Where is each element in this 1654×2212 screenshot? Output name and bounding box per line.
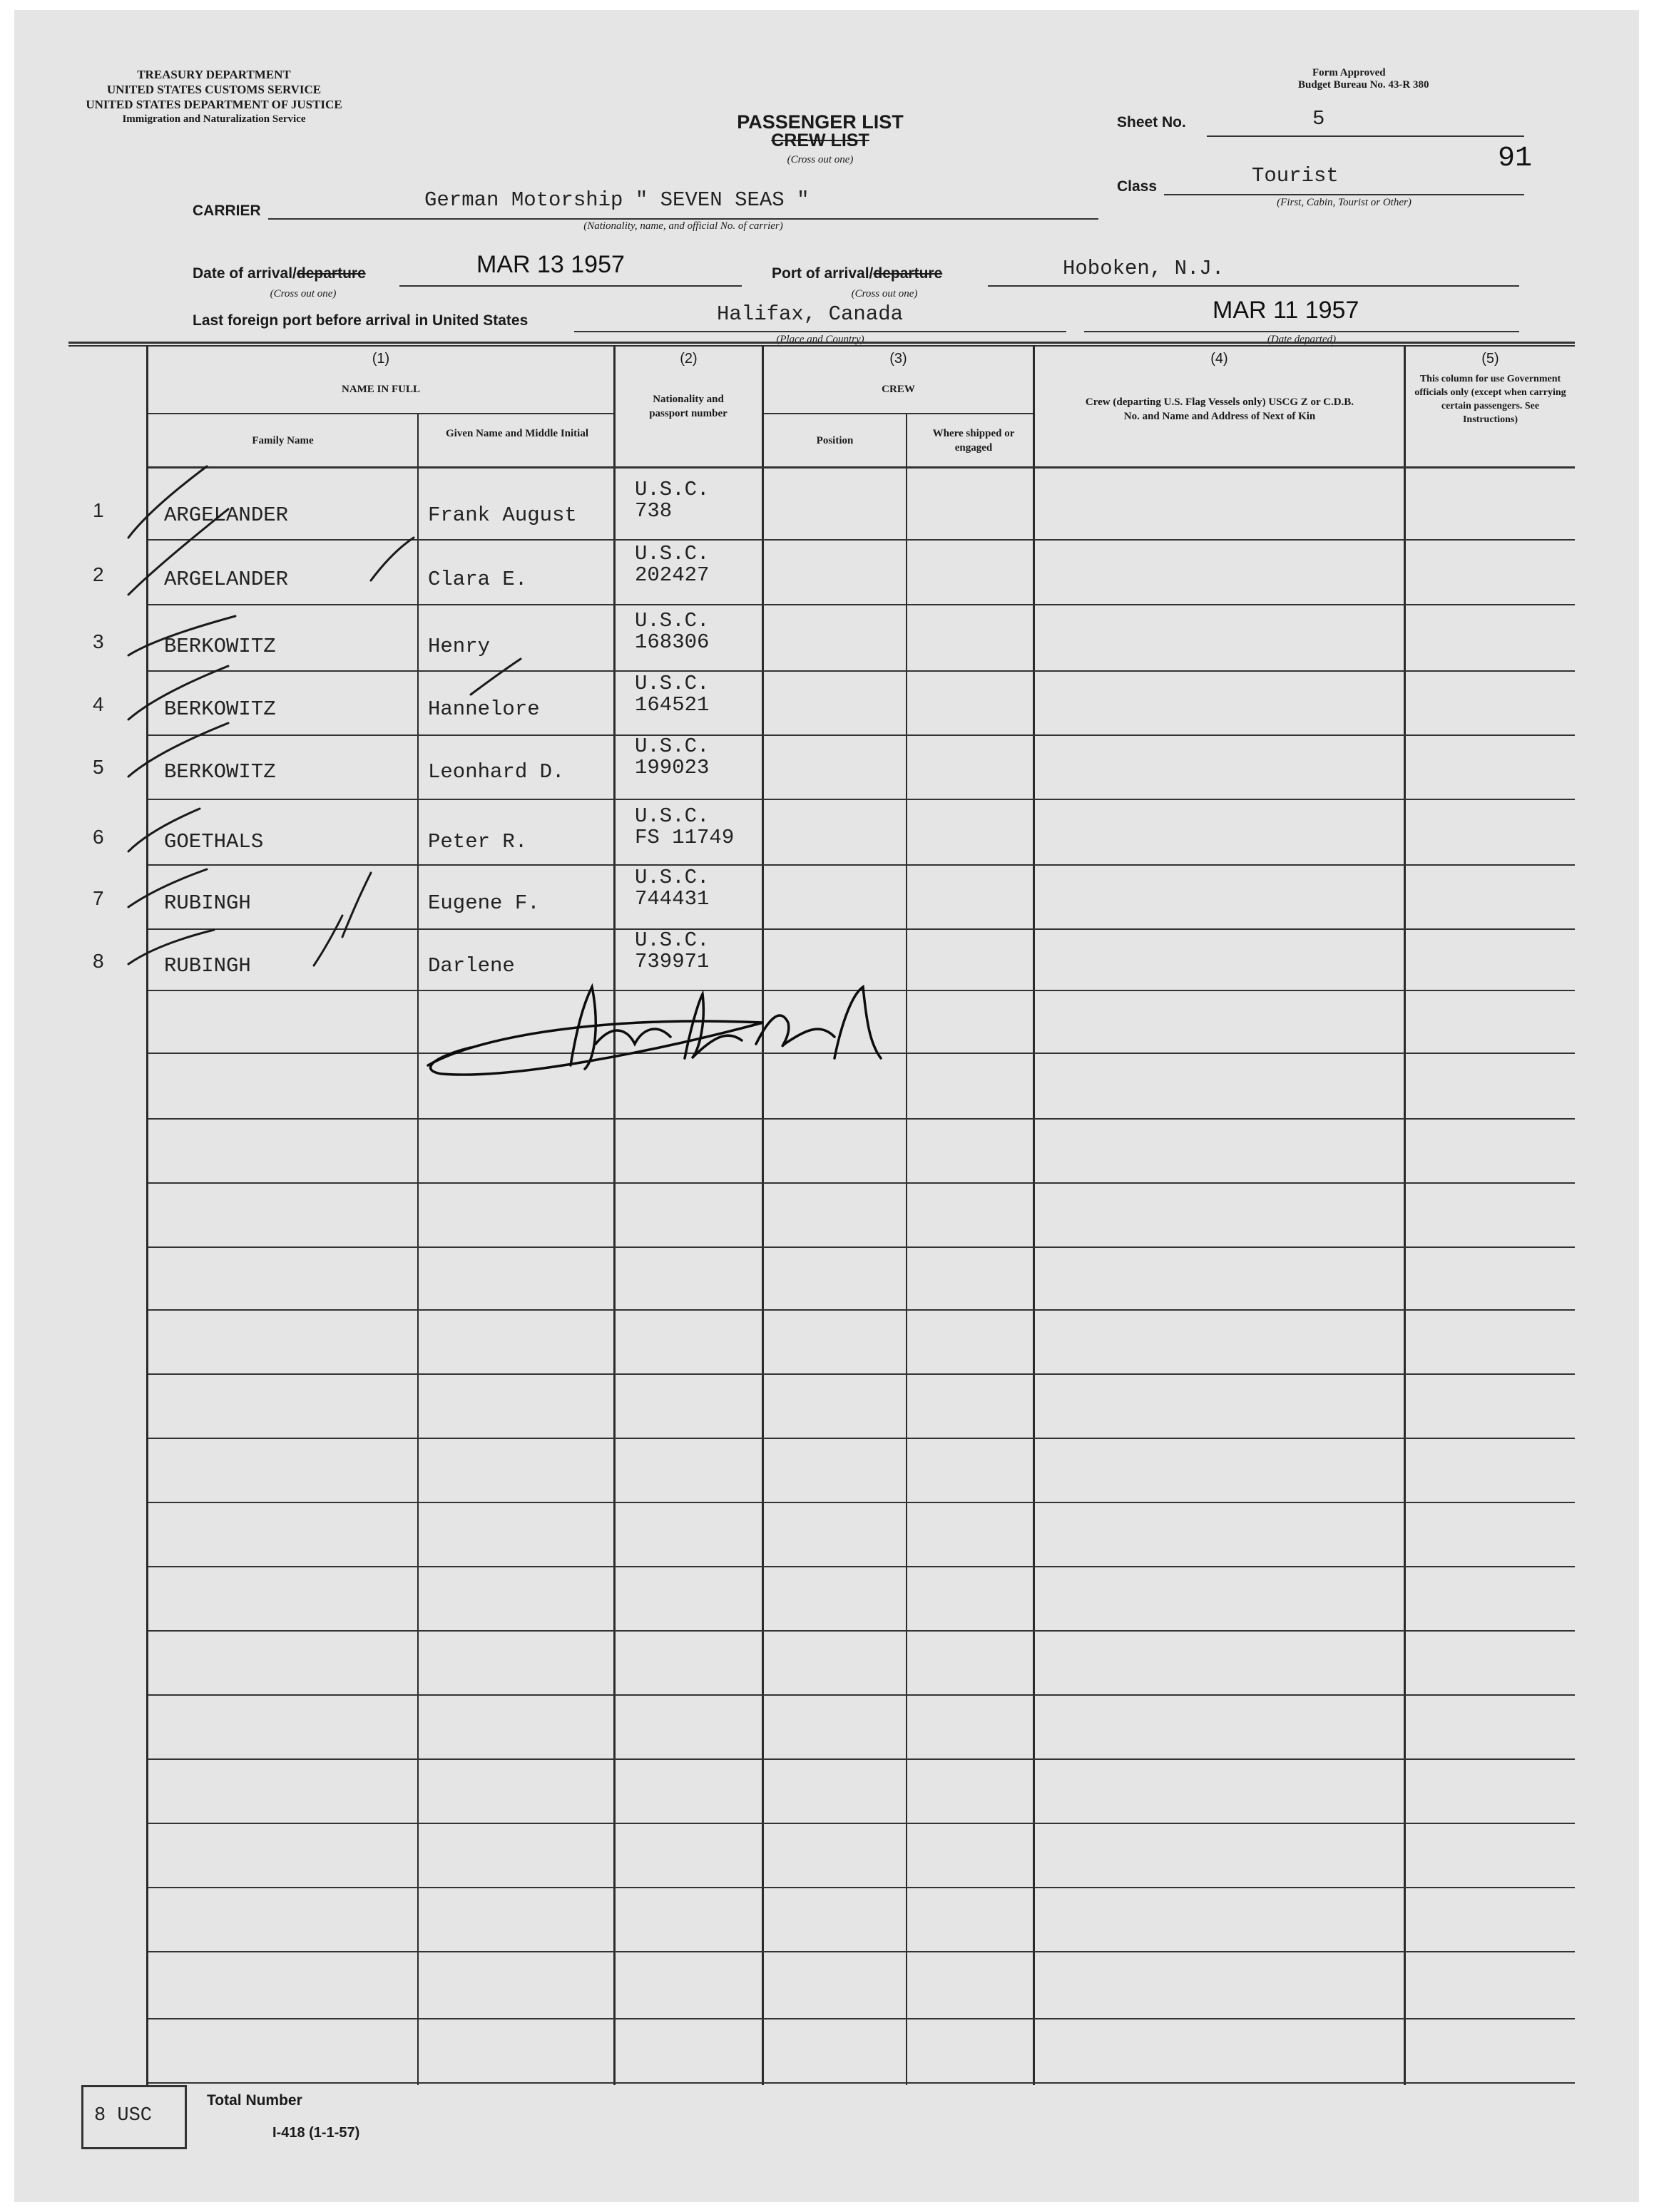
col4-title: Crew (departing U.S. Flag Vessels only) USCG Z or C.D.B. No. and Name and Address of Next of Kin (1085, 396, 1354, 422)
form-number: I-418 (1-1-57) (272, 2125, 360, 2141)
given-name-cell: Peter R. (428, 830, 528, 854)
row-number: 4 (93, 693, 104, 715)
passport-number: 199023 (635, 756, 710, 779)
passport-number: 738 (635, 499, 673, 523)
port-label-struck: departure (873, 265, 943, 282)
port-value: Hoboken, N.J. (1063, 257, 1225, 280)
row-number: 5 (93, 756, 104, 778)
tick-mark (128, 930, 214, 964)
row-number: 7 (93, 887, 104, 909)
family-name-cell: ARGELANDER (164, 503, 289, 527)
col2-number: (2) (680, 351, 698, 367)
last-port-value: Halifax, Canada (717, 302, 904, 326)
tick-mark (128, 466, 207, 538)
where-shipped-header: Where shipped or engaged (932, 428, 1015, 454)
col2-title: Nationality and passport number (649, 394, 728, 419)
tick-mark (128, 666, 228, 720)
family-name-cell: BERKOWITZ (164, 760, 276, 784)
given-name-cell: Hannelore (428, 697, 540, 721)
title-cross-out: (Cross out one) (787, 154, 854, 165)
row-number: 8 (93, 950, 104, 972)
sheet-value: 5 (1312, 107, 1325, 130)
tick-mark (371, 538, 414, 580)
passport-number: 744431 (635, 887, 710, 911)
given-name-cell: Henry (428, 635, 491, 658)
signature (428, 987, 881, 1075)
handwritten-marks (14, 10, 1639, 2202)
nationality-line: U.S.C. (635, 734, 710, 758)
col1-number: (1) (372, 351, 390, 367)
col5-title: This column for use Government officials only (except when carrying certain passengers. See Instructions) (1414, 374, 1566, 425)
agency-line: UNITED STATES CUSTOMS SERVICE (106, 83, 322, 96)
title-passenger: PASSENGER LIST (737, 111, 904, 133)
class-value: Tourist (1252, 164, 1339, 188)
arrival-date-stamp: MAR 13 1957 (476, 251, 625, 278)
family-name-cell: RUBINGH (164, 954, 251, 978)
row-number: 2 (93, 563, 104, 585)
agency-line: UNITED STATES DEPARTMENT OF JUSTICE (86, 98, 342, 111)
col4-number: (4) (1210, 351, 1228, 367)
page-number: 91 (1498, 143, 1533, 175)
date-label-text: Date of arrival/ (193, 265, 297, 282)
col3-number: (3) (889, 351, 907, 367)
given-name-cell: Clara E. (428, 568, 528, 591)
passport-number: 168306 (635, 630, 710, 654)
nationality-line: U.S.C. (635, 478, 710, 501)
tick-mark (128, 616, 235, 655)
departed-sub: (Date departed) (1267, 334, 1337, 345)
tick-mark (128, 509, 228, 595)
departed-date-stamp: MAR 11 1957 (1213, 297, 1359, 324)
given-name-cell: Leonhard D. (428, 760, 565, 784)
nationality-line: U.S.C. (635, 672, 710, 695)
agency-line: TREASURY DEPARTMENT (137, 68, 291, 81)
form-sheet (14, 10, 1639, 2202)
total-label: Total Number (207, 2092, 302, 2109)
family-name-cell: BERKOWITZ (164, 635, 276, 658)
given-name-cell: Darlene (428, 954, 515, 978)
col1-title: NAME IN FULL (341, 384, 420, 395)
tick-mark (128, 869, 207, 907)
class-label: Class (1117, 178, 1158, 195)
family-name-cell: GOETHALS (164, 830, 264, 854)
carrier-label: CARRIER (193, 203, 261, 219)
family-name-cell: RUBINGH (164, 891, 251, 915)
tick-mark (342, 873, 371, 937)
last-port-label: Last foreign port before arrival in United States (193, 312, 529, 329)
col5-number: (5) (1481, 351, 1499, 367)
tick-mark (128, 723, 228, 777)
carrier-value: German Motorship " SEVEN SEAS " (424, 188, 810, 212)
nationality-line: U.S.C. (635, 804, 710, 828)
form-approved-line: Budget Bureau No. 43-R 380 (1298, 79, 1429, 91)
row-number: 3 (93, 630, 104, 652)
family-name-cell: ARGELANDER (164, 568, 289, 591)
row-number: 6 (93, 826, 104, 848)
title-crew-struck: CREW LIST (771, 130, 869, 150)
total-value: 8 USC (94, 2105, 153, 2126)
passport-number: 202427 (635, 563, 710, 587)
date-label-struck: departure (296, 265, 366, 282)
port-label-text: Port of arrival/ (772, 265, 874, 282)
given-name-header: Given Name and Middle Initial (445, 428, 589, 439)
position-header: Position (816, 435, 854, 446)
family-name-cell: BERKOWITZ (164, 697, 276, 721)
row-number: 1 (93, 499, 104, 521)
port-cross-out: (Cross out one) (851, 288, 918, 299)
passport-number: 164521 (635, 693, 710, 717)
carrier-sub: (Nationality, name, and official No. of carrier) (583, 220, 783, 232)
given-name-cell: Eugene F. (428, 891, 540, 915)
tick-mark (314, 916, 342, 966)
form-approved-line: Form Approved (1312, 67, 1386, 78)
passport-number: 739971 (635, 950, 710, 973)
nationality-line: U.S.C. (635, 866, 710, 889)
given-name-cell: Frank August (428, 503, 577, 527)
passport-number: FS 11749 (635, 826, 735, 849)
nationality-line: U.S.C. (635, 928, 710, 952)
tick-mark (471, 659, 521, 695)
nationality-line: U.S.C. (635, 609, 710, 633)
class-sub: (First, Cabin, Tourist or Other) (1277, 197, 1411, 208)
agency-line: Immigration and Naturalization Service (122, 113, 306, 125)
last-port-sub: (Place and Country) (776, 334, 864, 345)
tick-mark (128, 809, 200, 851)
family-name-header: Family Name (252, 435, 314, 446)
date-cross-out: (Cross out one) (270, 288, 337, 299)
col3-title: CREW (882, 384, 915, 395)
sheet-label: Sheet No. (1117, 114, 1186, 130)
nationality-line: U.S.C. (635, 542, 710, 565)
